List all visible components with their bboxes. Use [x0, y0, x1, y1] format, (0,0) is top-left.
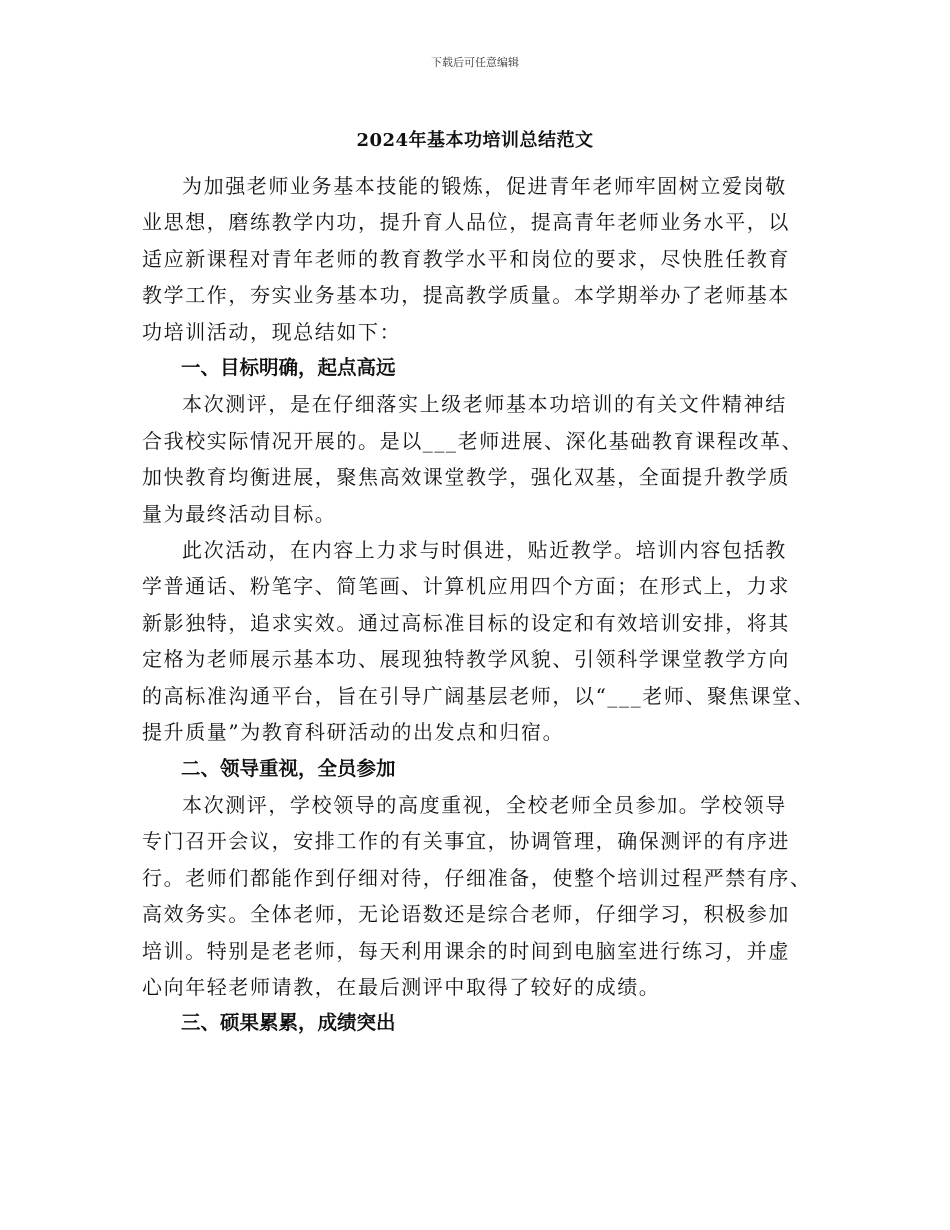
paragraph-line: 此次活动，在内容上力求与时俱进，贴近教学。培训内容包括教: [182, 538, 787, 563]
header-note: 下载后可任意编辑: [431, 56, 519, 69]
paragraph-line: 适应新课程对青年老师的教育教学水平和岗位的要求，尽快胜任教育: [142, 246, 790, 271]
paragraph-line: 定格为老师展示基本功、展现独特教学风貌、引领科学课堂教学方向: [142, 647, 790, 672]
body-paragraph: [142, 532, 814, 750]
body-paragraph: [142, 386, 814, 532]
paragraph-line: 业思想，磨练教学内功，提升育人品位，提高青年老师业务水平，以: [142, 210, 790, 235]
paragraph-line: 教学工作，夯实业务基本功，提高教学质量。本学期举办了老师基本: [142, 283, 790, 308]
paragraph-line: 心向年轻老师请教，在最后测评中取得了较好的成绩。: [142, 974, 661, 999]
paragraph-line: 学普通话、粉笔字、简笔画、计算机应用四个方面；在形式上，力求: [142, 574, 790, 599]
paragraph-line: 合我校实际情况开展的。是以___老师进展、深化基础教育课程改革、: [142, 428, 804, 453]
paragraph-line: 的高标准沟通平台，旨在引导广阔基层老师，以“___老师、聚焦课堂、: [142, 683, 816, 708]
section-heading: 三、硕果累累，成绩突出: [181, 1011, 396, 1035]
paragraph-line: 量为最终活动目标。: [142, 501, 337, 526]
paragraph-line: 培训。特别是老老师，每天利用课余的时间到电脑室进行练习，并虚: [142, 938, 790, 963]
paragraph-line: 提升质量”为教育科研活动的出发点和归宿。: [142, 720, 565, 745]
paragraph-line: 专门召开会议，安排工作的有关事宜，协调管理，确保测评的有序进: [142, 829, 790, 854]
paragraph-line: 加快教育均衡进展，聚焦高效课堂教学，强化双基，全面提升教学质: [142, 465, 790, 490]
paragraph-line: 功培训活动，现总结如下：: [142, 319, 402, 344]
paragraph-line: 为加强老师业务基本技能的锻炼，促进青年老师牢固树立爱岗敬: [182, 174, 787, 198]
paragraph-line: 本次测评，学校领导的高度重视，全校老师全员参加。学校领导: [182, 792, 787, 817]
paragraph-line: 新影独特，追求实效。通过高标准目标的设定和有效培训安排，将其: [142, 610, 790, 635]
body-paragraph: [142, 168, 814, 350]
paragraph-line: 本次测评，是在仔细落实上级老师基本功培训的有关文件精神结: [182, 392, 787, 417]
paragraph-line: 行。老师们都能作到仔细对待，仔细准备，使整个培训过程严禁有序、: [142, 865, 812, 890]
paragraph-line: 高效务实。全体老师，无论语数还是综合老师，仔细学习，积极参加: [142, 902, 790, 927]
section-heading: 二、领导重视，全员参加: [181, 756, 396, 780]
document-body: [142, 168, 814, 1042]
section-heading: 一、目标明确，起点高远: [181, 356, 396, 380]
document-title: 2024年基本功培训总结范文: [356, 130, 594, 151]
body-paragraph: [142, 787, 814, 1005]
